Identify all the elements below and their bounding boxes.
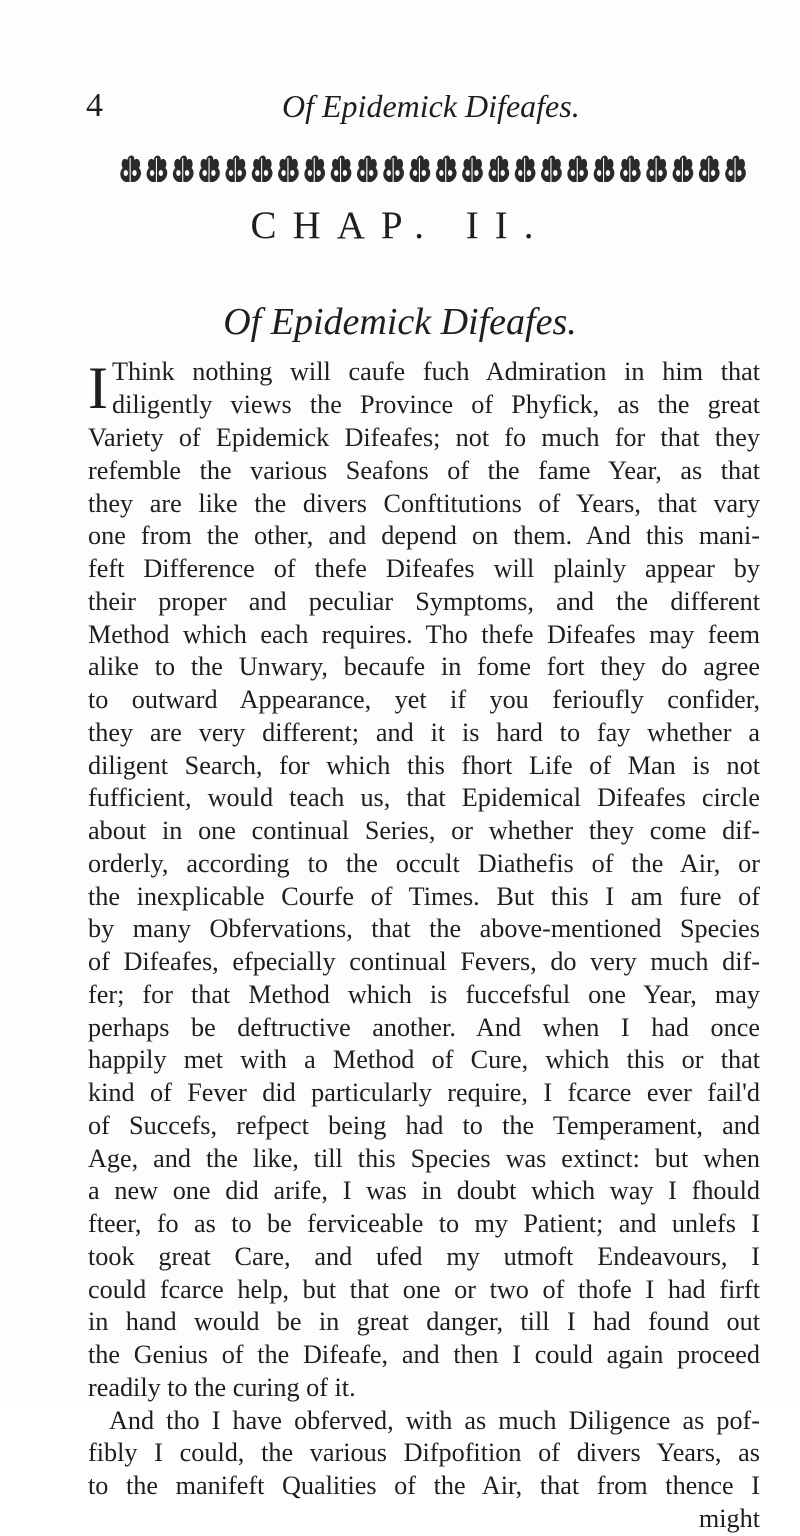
fleuron-ornament <box>725 156 746 183</box>
fleuron-ornament <box>541 156 562 183</box>
text-line: a new one did arife, I was in doubt which way I fhould <box>88 1176 760 1206</box>
opening-paragraph-start <box>88 356 760 422</box>
text-line: Think nothing will caufe fuch Admiration in him that <box>111 357 760 386</box>
text-line: alike to the Unwary, becaufe in fome fort they do agree <box>88 652 760 682</box>
chapter-heading: CHAP. II. <box>250 204 550 247</box>
fleuron-ornament <box>120 156 141 183</box>
text-line: perhaps be deftructive another. And when I had once <box>88 1012 760 1042</box>
fleuron-ornament <box>436 156 457 183</box>
fleuron-ornament <box>594 156 615 183</box>
text-line: readily to the curing of it. <box>88 1372 356 1402</box>
fleuron-ornament <box>199 156 220 183</box>
running-title: Of Epidemick Difeafes. <box>282 88 580 124</box>
fleuron-ornament <box>646 156 667 183</box>
text-line: took great Care, and ufed my utmoft Endeavours, I <box>88 1241 760 1271</box>
text-line: Variety of Epidemick Difeafes; not fo much for that they <box>88 423 760 452</box>
text-line: the inexplicable Courfe of Times. But this I am fure of <box>88 881 760 911</box>
text-line: to outward Appearance, yet if you ferioufly confider, <box>88 685 760 714</box>
fleuron-ornament <box>410 156 431 183</box>
text-line: diligent Search, for which this fhort Life of Man is not <box>88 750 760 780</box>
fleuron-ornament <box>147 156 168 183</box>
fleuron-ornament <box>488 156 509 183</box>
body-text <box>88 356 760 1536</box>
drop-cap: I <box>88 356 108 421</box>
text-line: fer; for that Method which is fuccefsful one Year, may <box>88 979 760 1009</box>
text-line: of Difeafes, efpecially continual Fevers, do very much dif- <box>88 947 760 976</box>
text-line: of Succefs, refpect being had to the Temperament, and <box>88 1110 760 1140</box>
fleuron-ornament <box>225 156 246 183</box>
text-line: their proper and peculiar Symptoms, and the different <box>88 586 760 616</box>
text-line: fteer, fo as to be ferviceable to my Patient; and unlefs I <box>88 1209 760 1238</box>
text-line: the Genius of the Difeafe, and then I could again proceed <box>88 1340 760 1369</box>
fleuron-ornament <box>567 156 588 183</box>
text-line: one from the other, and depend on them. And this mani- <box>88 521 760 551</box>
text-line: in hand would be in great danger, till I had found out <box>88 1307 760 1337</box>
text-line: to the manifeft Qualities of the Air, that from thence I <box>88 1471 760 1500</box>
text-line: about in one continual Series, or whether they come dif- <box>88 816 760 845</box>
text-line: fufficient, would teach us, that Epidemical Difeafes circle <box>88 783 760 813</box>
text-line: could fcarce help, but that one or two of thofe I had firft <box>88 1274 760 1304</box>
text-line: orderly, according to the occult Diathefis of the Air, or <box>88 848 760 878</box>
fleuron-ornament <box>383 156 404 183</box>
text-line: feft Difference of thefe Difeafes will plainly appear by <box>88 554 760 583</box>
text-line: they are like the divers Conftitutions of Years, that vary <box>88 488 760 518</box>
text-line: diligently views the Province of Phyfick, as the great <box>111 389 760 419</box>
text-line: Age, and the like, till this Species was extinct: but when <box>88 1143 760 1173</box>
catchword: might <box>698 1503 760 1533</box>
text-line: they are very different; and it is hard to fay whether a <box>88 717 760 747</box>
fleuron-ornament <box>304 156 325 183</box>
page-number: 4 <box>86 87 103 124</box>
text-line: happily met with a Method of Cure, which this or that <box>88 1045 760 1075</box>
text-line: kind of Fever did particularly require, I fcarce ever fail'd <box>88 1078 760 1107</box>
running-head <box>86 84 726 128</box>
text-line: refemble the various Seafons of the fame Year, as that <box>88 455 760 485</box>
fleuron-ornament <box>331 156 352 183</box>
fleuron-ornament <box>699 156 720 183</box>
text-line: And tho I have obferved, with as much Diligence as pof- <box>109 1405 760 1435</box>
ornament-border <box>117 152 749 186</box>
text-line: by many Obfervations, that the above-mentioned Species <box>88 914 760 944</box>
fleuron-ornament <box>620 156 641 183</box>
fleuron-ornament <box>462 156 483 183</box>
fleuron-ornament <box>278 156 299 183</box>
chapter-title: Of Epidemick Difeafes. <box>223 301 577 343</box>
text-line: Method which each requires. Tho thefe Difeafes may feem <box>88 619 760 649</box>
fleuron-ornament <box>173 156 194 183</box>
fleuron-ornament <box>673 156 694 183</box>
fleuron-ornament <box>357 156 378 183</box>
fleuron-ornament <box>515 156 536 183</box>
text-line: fibly I could, the various Difpofition of divers Years, as <box>88 1438 760 1468</box>
fleuron-ornament <box>252 156 273 183</box>
